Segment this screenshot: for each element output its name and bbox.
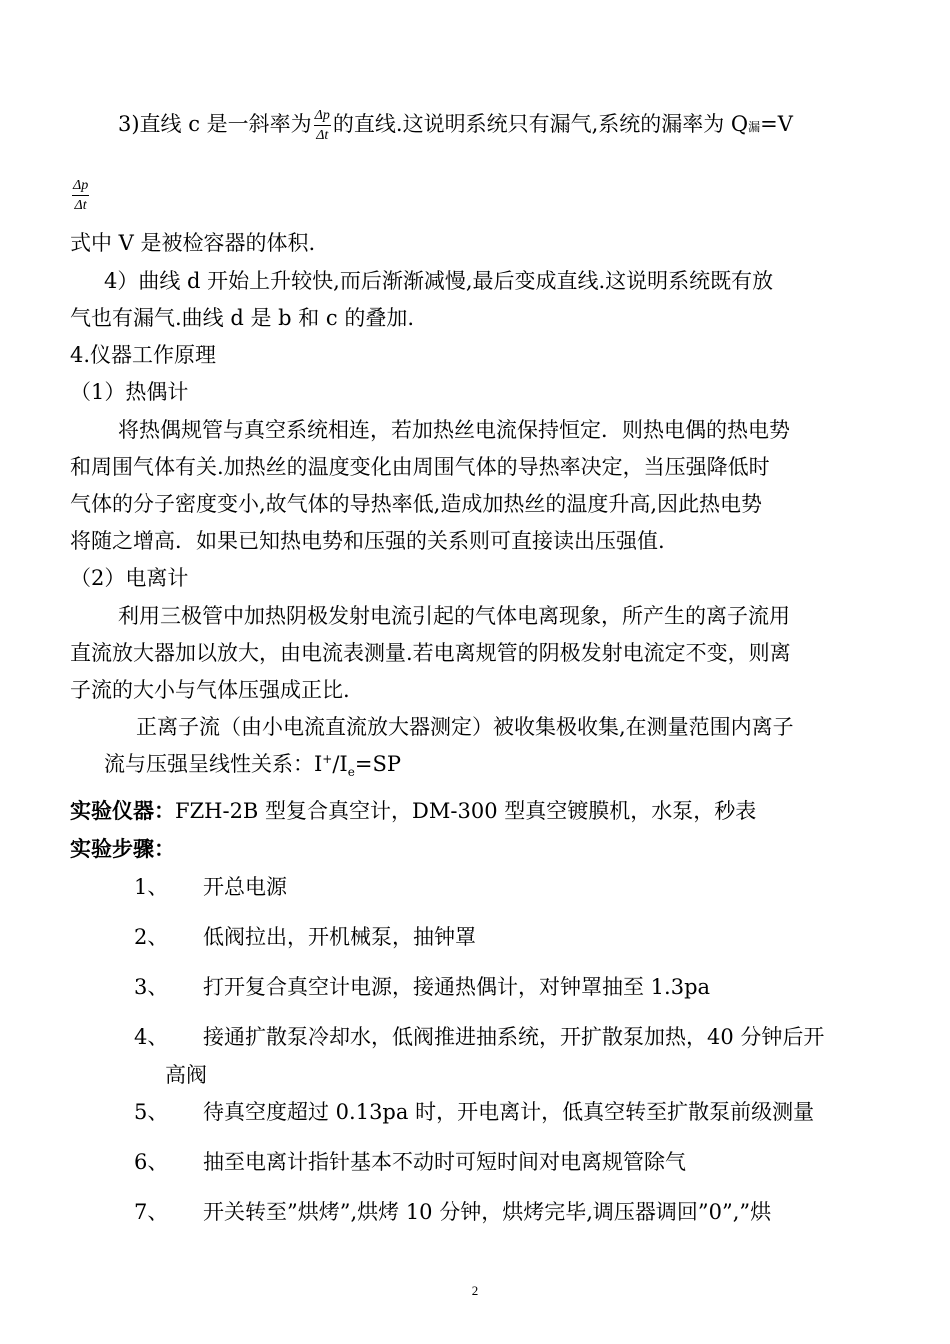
ion-sup: + — [322, 752, 333, 766]
thermo-line-2: 和周围气体有关.加热丝的温度变化由周围气体的导热率决定，当压强降低时 — [70, 455, 770, 479]
step-1-number: 1、 — [134, 875, 169, 899]
step-2-text: 低阀拉出，开机械泵，抽钟罩 — [203, 925, 476, 949]
para3-note: 式中 V 是被检容器的体积. — [70, 231, 316, 255]
para3-line1 — [118, 108, 793, 143]
frac2-denominator: Δt — [74, 198, 87, 213]
ion-line-3: 子流的大小与气体压强成正比. — [70, 678, 350, 702]
step-5-text: 待真空度超过 0.13pa 时，开电离计，低真空转至扩散泵前级测量 — [203, 1100, 815, 1124]
step-3-text: 打开复合真空计电源，接通热偶计，对钟罩抽至 1.3pa — [203, 975, 711, 999]
step-1-text: 开总电源 — [203, 875, 287, 899]
ion-para2-line1: 正离子流（由小电流直流放大器测定）被收集极收集,在测量范围内离子 — [136, 715, 794, 739]
instruments-text: FZH-2B 型复合真空计，DM-300 型真空镀膜机，水泵，秒表 — [175, 799, 757, 823]
slope-fraction — [314, 108, 331, 143]
thermo-line-4: 将随之增高．如果已知热电势和压强的关系则可直接读出压强值. — [70, 529, 665, 553]
para3-fraction-line — [70, 178, 91, 213]
step-2-number: 2、 — [134, 925, 169, 949]
section4-title: 4.仪器工作原理 — [70, 343, 217, 367]
step-4-text: 接通扩散泵冷却水，低阀推进抽系统，开扩散泵加热，40 分钟后开 — [203, 1025, 825, 1049]
steps-label: 实验步骤： — [70, 836, 175, 861]
ion-mid: /I — [332, 752, 348, 776]
page-number: 2 — [471, 1283, 479, 1298]
leak-eq: =V — [760, 112, 793, 136]
leak-subscript: 漏 — [748, 120, 761, 134]
ion-sub: e — [347, 765, 355, 780]
step-4-continuation: 高阀 — [165, 1063, 207, 1087]
ion-title: （2）电离计 — [70, 566, 189, 590]
instruments-line — [70, 797, 756, 825]
ion-line-1: 利用三极管中加热阴极发射电流引起的气体电离现象，所产生的离子流用 — [118, 604, 790, 628]
thermo-title: （1）热偶计 — [70, 380, 189, 404]
frac-numerator: Δp — [314, 108, 330, 123]
thermo-line-3: 气体的分子密度变小,故气体的导热率低,造成加热丝的温度升高,因此热电势 — [70, 492, 763, 516]
para4-line2: 气也有漏气.曲线 d 是 b 和 c 的叠加. — [70, 306, 415, 330]
step-3-number: 3、 — [134, 975, 169, 999]
step-7-number: 7、 — [134, 1200, 169, 1224]
ion-suffix: =SP — [354, 752, 401, 776]
frac2-numerator: Δp — [73, 178, 89, 193]
frac-denominator: Δt — [316, 128, 329, 143]
para3-prefix: 3)直线 c 是一斜率为 — [118, 112, 312, 136]
para3-suffix: 的直线.这说明系统只有漏气,系统的漏率为 Q — [332, 112, 749, 136]
step-6-text: 抽至电离计指针基本不动时可短时间对电离规管除气 — [203, 1150, 686, 1174]
leak-rate-fraction — [72, 178, 89, 213]
ion-line-2: 直流放大器加以放大，由电流表测量.若电离规管的阴极发射电流定不变，则离 — [70, 641, 791, 665]
step-4-number: 4、 — [134, 1025, 169, 1049]
instruments-label: 实验仪器： — [70, 798, 175, 823]
thermo-line-1: 将热偶规管与真空系统相连，若加热丝电流保持恒定．则热电偶的热电势 — [118, 418, 790, 442]
ion-para2-line2 — [104, 750, 401, 778]
ion-formula-prefix: 流与压强呈线性关系：I — [104, 752, 323, 776]
step-6-number: 6、 — [134, 1150, 169, 1174]
para4-line1: 4）曲线 d 开始上升较快,而后渐渐减慢,最后变成直线.这说明系统既有放 — [104, 269, 774, 293]
step-7-text: 开关转至”烘烤”,烘烤 10 分钟，烘烤完毕,调压器调回”0”,”烘 — [203, 1200, 772, 1224]
step-5-number: 5、 — [134, 1100, 169, 1124]
